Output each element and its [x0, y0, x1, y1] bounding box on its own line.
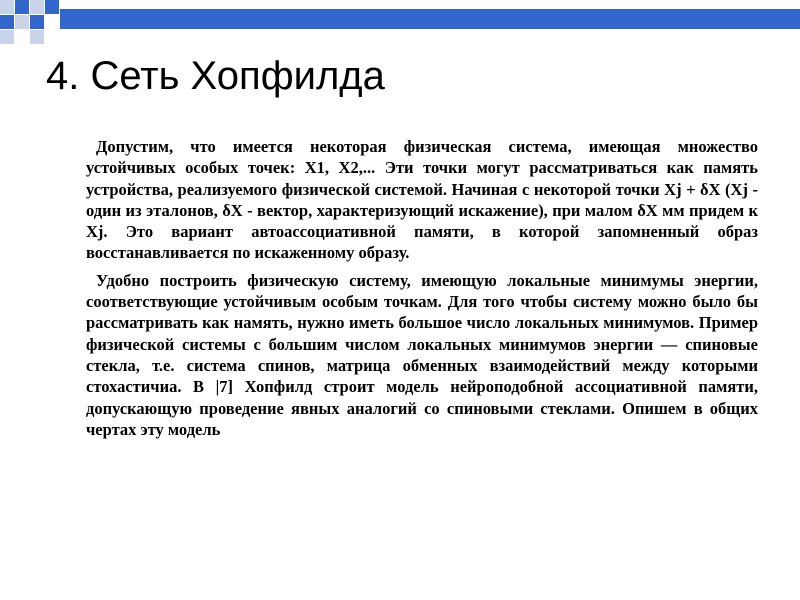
decor-square-dark-3 [0, 15, 14, 29]
slide-body [86, 136, 758, 440]
decor-square-light-4 [0, 30, 14, 44]
slide-title: 4. Сеть Хопфилда [46, 54, 385, 98]
decor-square-dark-4 [30, 15, 44, 29]
decor-square-dark-1 [15, 0, 29, 14]
decor-square-light-2 [30, 0, 44, 14]
decor-square-light-5 [30, 30, 44, 44]
decor-square-dark-2 [45, 0, 59, 14]
decor-square-light-3 [15, 15, 29, 29]
slide-header-decoration [0, 0, 800, 50]
header-bar [60, 9, 800, 29]
decor-square-light-1 [0, 0, 14, 14]
paragraph-1: Допустим, что имеется некоторая физическая система, имеющая множество устойчивых особых точек: X1, X2,... Эти точки могут рассматриваться как память устройства, реализуемого физической системой. Начиная с некоторой точки Xj + δX (Xj - один из эталонов, δX - вектор, характеризующий искажение), при малом δX мм придем к Xj. Это вариант автоассоциативной памяти, в которой запомненный образ восстанавливается по искаженному образу. [86, 137, 758, 263]
paragraph-2: Удобно построить физическую систему, имеющую локальные минимумы энергии, соответствующие устойчивым особым точкам. Для того чтобы систему можно было бы рассматривать как намять, нужно иметь большое число локальных минимумов. Пример физической системы с большим числом локальных минимумов энергии — спиновые стекла, т.е. система спинов, матрица обменных взаимодействий между которыми стохастичиа. В |7] Хопфилд строит модель нейроподобной ассоциативной памяти, допускающую проведение явных аналогий со спиновыми стеклами. Опишем в общих чертах эту модель [86, 270, 758, 439]
